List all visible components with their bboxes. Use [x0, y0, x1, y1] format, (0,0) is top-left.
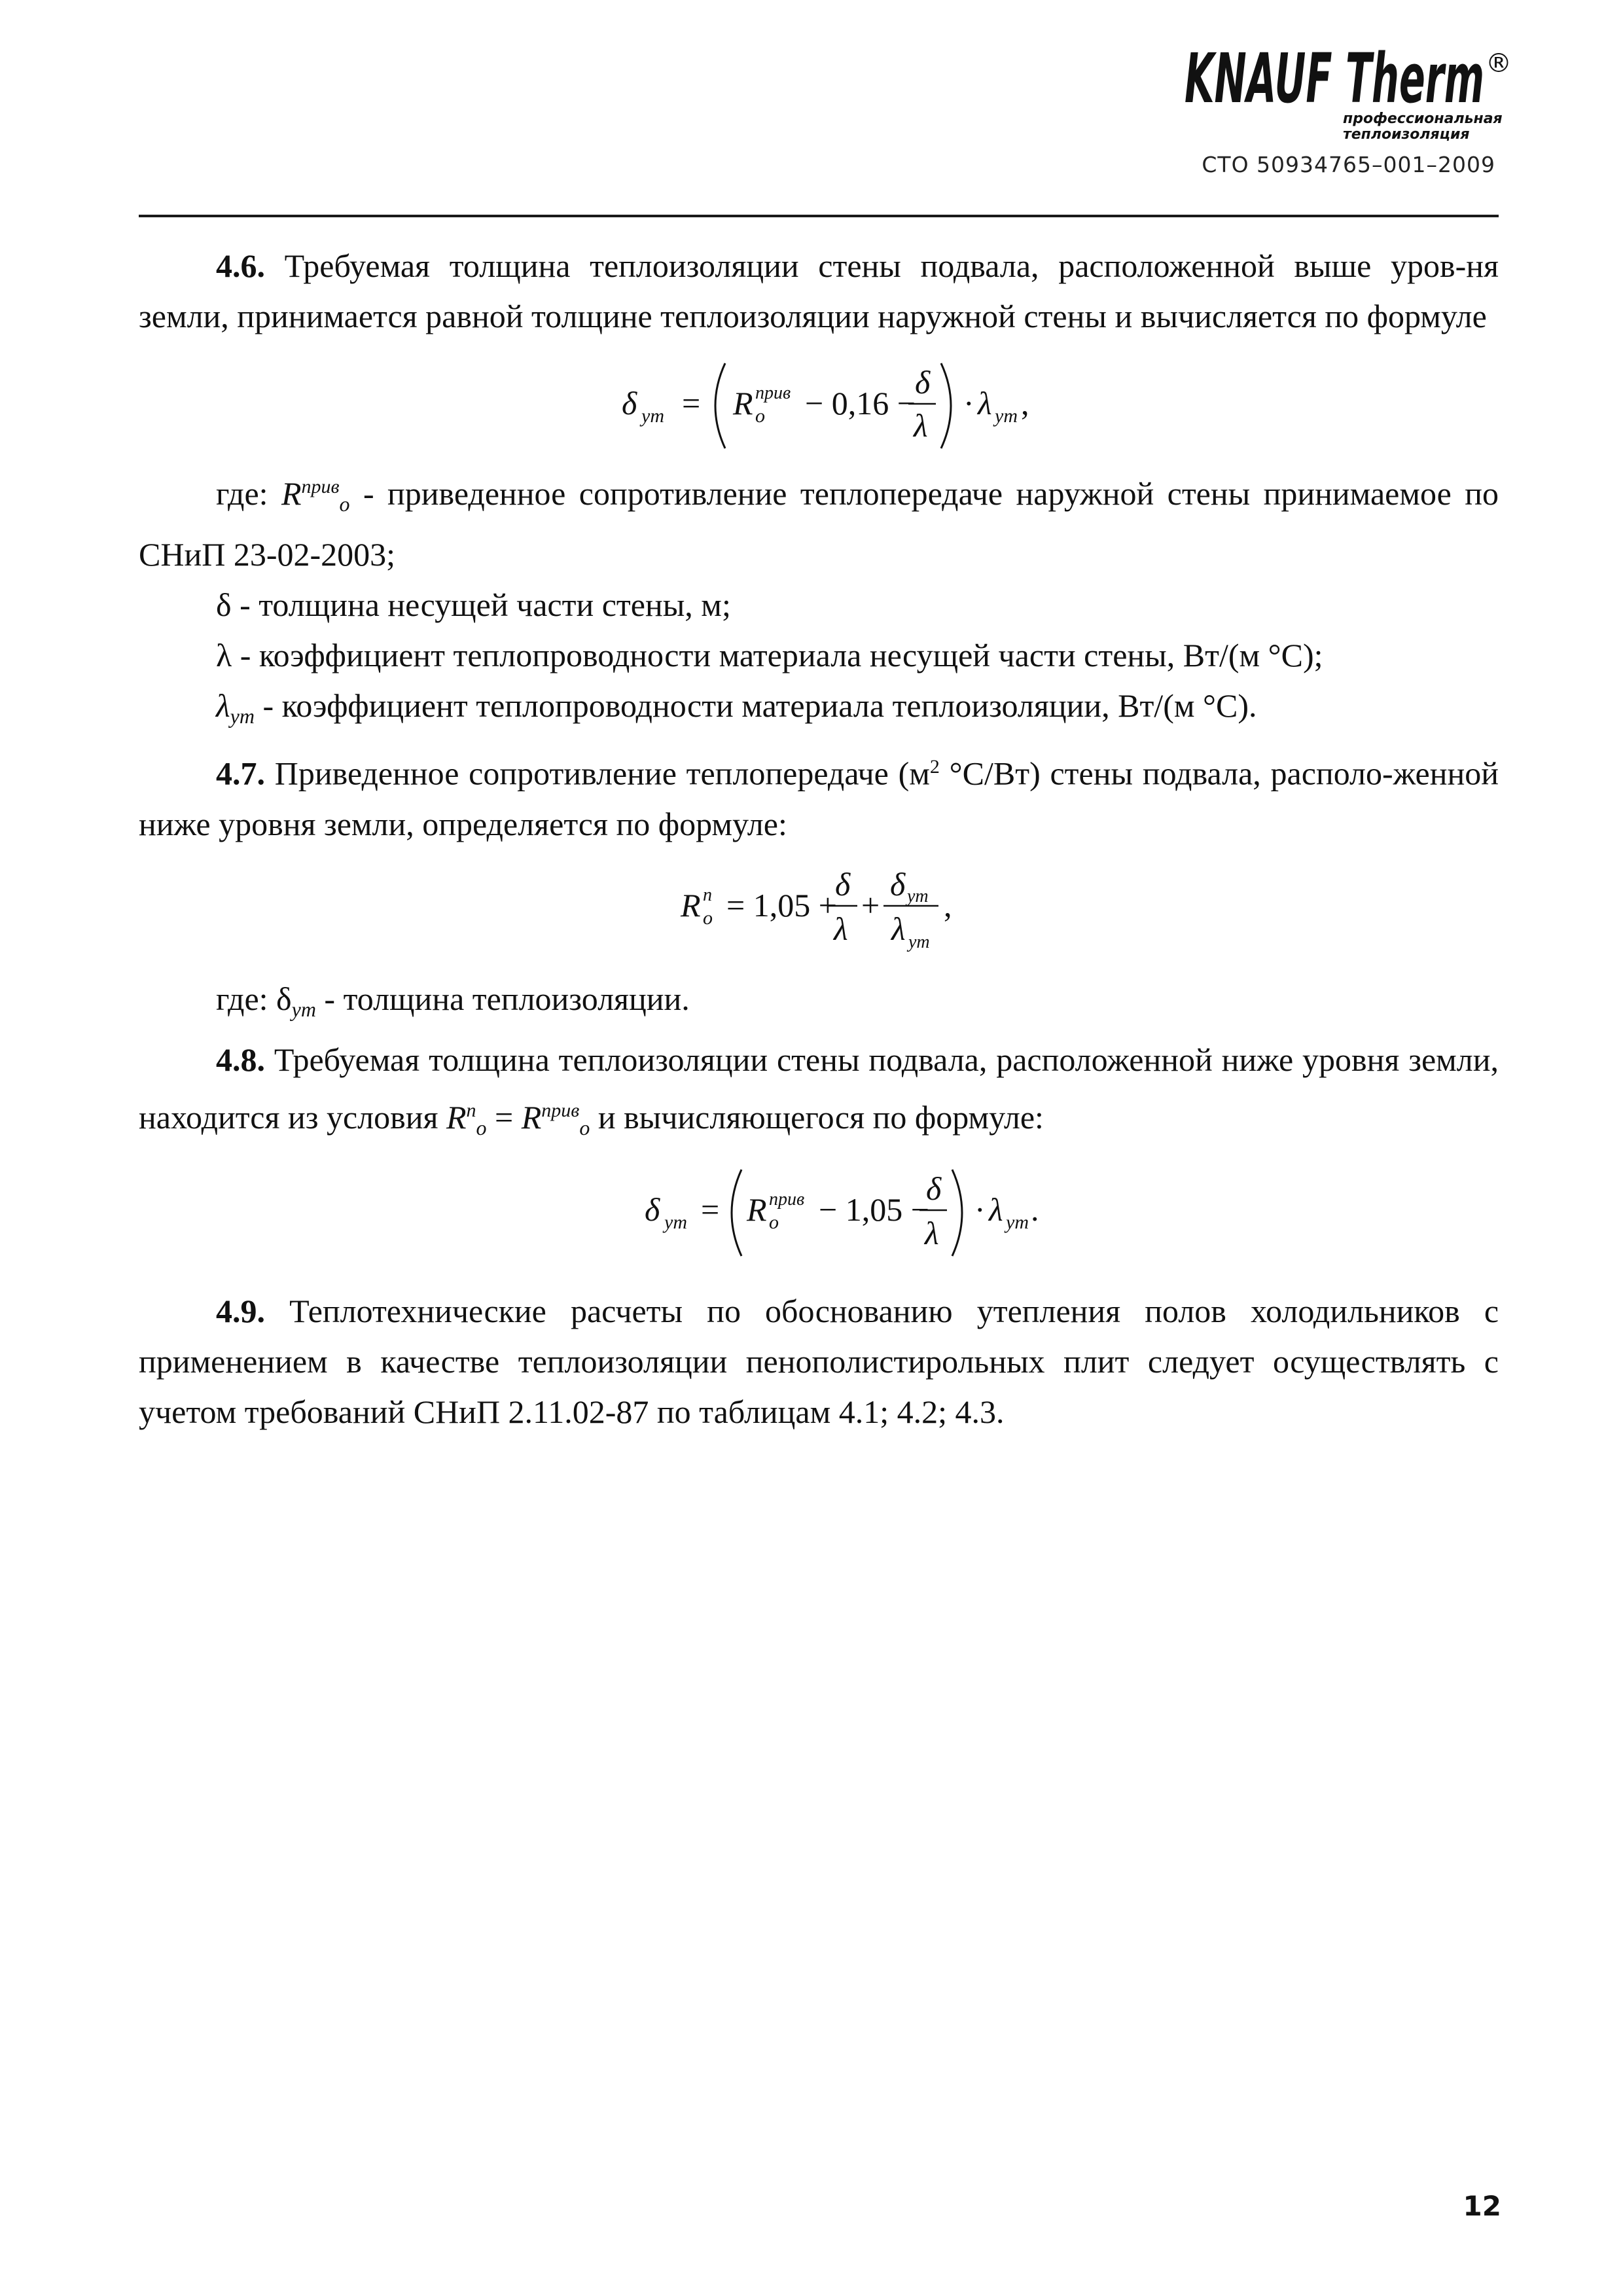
- logo-graphic: [1171, 25, 1525, 156]
- def-lambda-ut: [139, 681, 1499, 742]
- def-lambda-sym: λ: [216, 637, 232, 673]
- f48-tail: .: [1031, 1191, 1039, 1228]
- f48-R-sup: прив: [769, 1189, 805, 1210]
- f47-f2-num-sub: ут: [907, 886, 929, 906]
- f48-delta: δ: [645, 1191, 660, 1228]
- knauf-therm-logo: [1171, 25, 1525, 156]
- logo-registered-mark: ®: [1486, 48, 1512, 79]
- f48-frac-den: λ: [925, 1215, 939, 1251]
- where-4-7-label: где:: [216, 980, 268, 1017]
- f47-f2-den: λ: [891, 910, 906, 947]
- f46-frac-den: λ: [914, 407, 928, 444]
- f47-eq-const: = 1,05 +: [726, 887, 837, 924]
- f46-eq: =: [682, 385, 701, 422]
- standard-code: СТО 50934765–001–2009: [1202, 152, 1495, 177]
- paragraph-4-7-text-b: °С/Вт) стены подвала, располо-женной ниже уровня земли, определяется по формуле:: [139, 755, 1499, 842]
- where-R-sup: прив: [301, 476, 340, 497]
- cond-left-sym: R: [446, 1099, 467, 1136]
- paragraph-4-8: [139, 1035, 1499, 1153]
- f46-lambda-sub: ут: [995, 405, 1018, 427]
- f48-R: R: [747, 1191, 767, 1228]
- where-R: [281, 475, 350, 516]
- f48-mult: ·: [974, 1191, 986, 1228]
- page-content-3: [139, 974, 1499, 1153]
- paragraph-4-7-sup: 2: [929, 756, 940, 778]
- f48-minus-const: − 1,05 −: [819, 1191, 929, 1228]
- where-4-7-sym: δ: [276, 980, 292, 1017]
- cond-left: [446, 1099, 487, 1139]
- where-4-7: [139, 974, 1499, 1035]
- paragraph-4-7-text-a: Приведенное сопротивление теплопередаче (м: [274, 755, 930, 792]
- f46-delta-sub: ут: [641, 405, 664, 427]
- f47-f2-den-sub: ут: [908, 932, 930, 952]
- formula-4-8: [638, 1155, 1070, 1270]
- paragraph-4-9: [139, 1286, 1499, 1437]
- paragraph-4-8-text-1: Требуемая толщина теплоизоляции стены подвала, расположенной ниже уровня земли, находится из условия: [139, 1041, 1499, 1136]
- f46-R: R: [733, 385, 753, 422]
- where-R-sub: о: [339, 492, 350, 516]
- def-delta: [139, 580, 1499, 630]
- section-number-4-6: 4.6.: [216, 247, 265, 284]
- formula-4-7: [674, 851, 1014, 965]
- f46-R-sub: о: [755, 405, 765, 427]
- f47-R-sub: o: [703, 907, 713, 929]
- f48-paren-right: [952, 1170, 962, 1256]
- def-lambda-ut-math: [216, 687, 255, 728]
- logo-tagline-1: профессиональная: [1343, 111, 1503, 127]
- paragraph-4-6-text: Требуемая толщина теплоизоляции стены подвала, расположенной выше уров-ня земли, принимается равной толщине теплоизоляции наружной стены и вычисляется по формуле: [139, 247, 1499, 334]
- paragraph-4-9-text: Теплотехнические расчеты по обоснованию утепления полов холодильников с применением в качестве теплоизоляции пенополистирольных плит следует осуществлять с учетом требований СНиП 2.11.02-87 по таблицам 4.1; 4.2; 4.3.: [139, 1293, 1499, 1430]
- f47-tail: ,: [944, 887, 952, 924]
- f47-plus: +: [861, 887, 880, 924]
- where-4-7-math: [276, 980, 316, 1021]
- section-number-4-7: 4.7.: [216, 755, 265, 792]
- f48-delta-sub: ут: [664, 1211, 687, 1233]
- section-number-4-8: 4.8.: [216, 1041, 265, 1078]
- where-4-7-text: - толщина теплоизоляции.: [324, 980, 690, 1017]
- f46-paren-right: [941, 363, 951, 448]
- cond-right-sup: прив: [541, 1100, 580, 1121]
- page-content-2: [139, 461, 1499, 850]
- def-lambda-ut-sub: ут: [230, 704, 255, 728]
- f46-R-sup: прив: [755, 383, 791, 403]
- f48-lambda-sub: ут: [1006, 1211, 1029, 1233]
- page-content-4: [139, 1286, 1499, 1437]
- where-R-sym: R: [281, 475, 302, 512]
- logo-tagline-2: теплоизоляция: [1343, 126, 1470, 143]
- f47-f2-num: δ: [890, 866, 906, 903]
- where-4-6: [139, 461, 1499, 580]
- f47-R-sup: n: [703, 885, 712, 905]
- def-lambda: [139, 630, 1499, 681]
- def-lambda-text: - коэффициент теплопроводности материала несущей части стены, Вт/(м °С);: [240, 637, 1323, 673]
- f47-f1-num: δ: [835, 866, 851, 903]
- def-delta-sym: δ: [216, 586, 232, 623]
- f46-minus-const: − 0,16 −: [805, 385, 916, 422]
- f48-R-sub: о: [769, 1211, 779, 1233]
- paragraph-4-8-text-2: и вычисляющегося по формуле:: [597, 1099, 1044, 1136]
- def-lambda-ut-sym: λ: [216, 687, 230, 724]
- f46-lambda: λ: [978, 385, 992, 422]
- f46-paren-left: [715, 363, 725, 448]
- f47-R: R: [681, 887, 701, 924]
- f46-mult: ·: [963, 385, 974, 422]
- paragraph-4-7: [139, 742, 1499, 850]
- def-lambda-ut-text: - коэффициент теплопроводности материала теплоизоляции, Вт/(м °С).: [262, 687, 1257, 724]
- where-R-text: - приведенное сопротивление теплопередаче наружной стены принимаемое по СНиП 23-02-2003;: [139, 475, 1499, 573]
- def-delta-text: - толщина несущей части стены, м;: [240, 586, 731, 623]
- f46-tail: ,: [1021, 385, 1029, 422]
- cond-right-sub: o: [579, 1116, 590, 1139]
- where-4-7-sub: ут: [291, 997, 316, 1021]
- formula-4-6: [615, 350, 1073, 461]
- section-number-4-9: 4.9.: [216, 1293, 265, 1329]
- f47-f1-den: λ: [834, 910, 848, 947]
- f46-frac-num: δ: [915, 364, 931, 401]
- cond-right-sym: R: [521, 1099, 542, 1136]
- logo-wordmark: KNAUF Therm: [1185, 39, 1484, 118]
- where-label: где:: [216, 475, 268, 512]
- cond-right: [521, 1099, 590, 1139]
- header-divider: [139, 215, 1499, 217]
- f48-paren-left: [732, 1170, 741, 1256]
- cond-left-sub: o: [476, 1116, 487, 1139]
- f48-lambda: λ: [989, 1191, 1003, 1228]
- page-number: 12: [1463, 2190, 1501, 2222]
- cond-eq: =: [495, 1099, 514, 1136]
- paragraph-4-6: [139, 241, 1499, 342]
- f48-frac-num: δ: [926, 1170, 942, 1207]
- f48-eq: =: [701, 1191, 720, 1228]
- cond-left-sup: n: [466, 1100, 476, 1121]
- page-content: [139, 241, 1499, 342]
- f46-delta: δ: [622, 385, 637, 422]
